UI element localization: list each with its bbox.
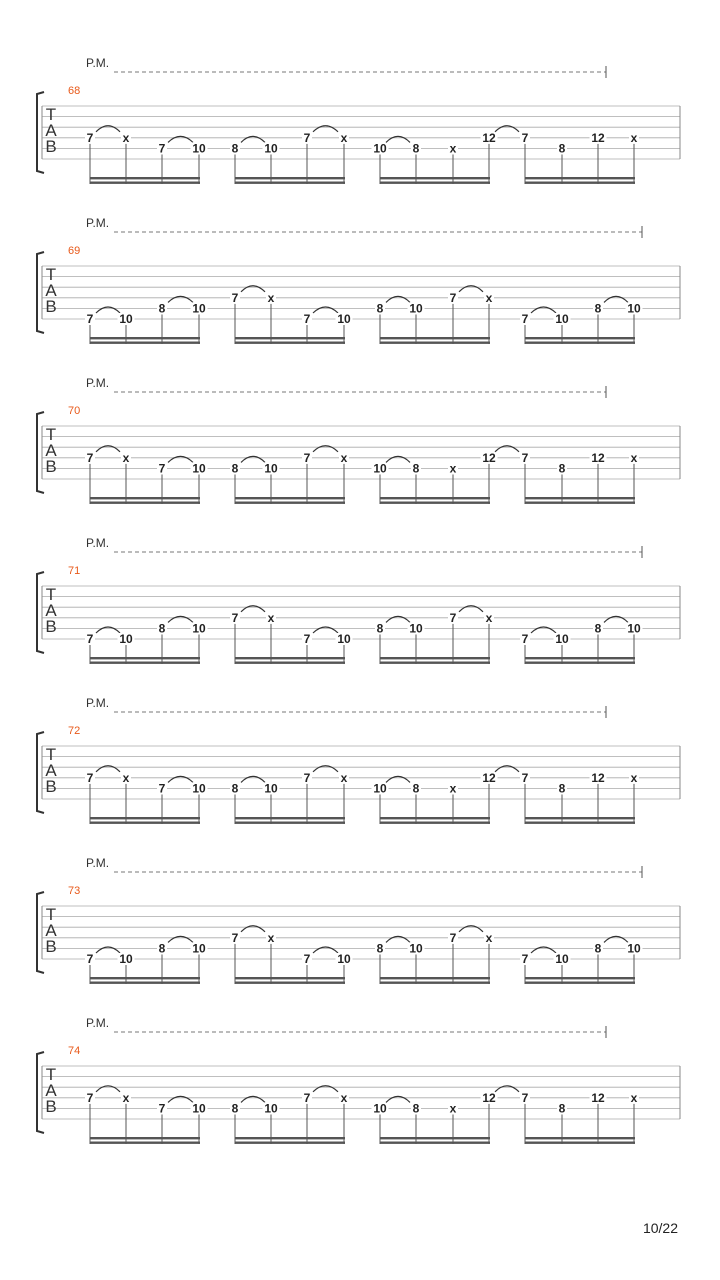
- tie-arc: [386, 776, 410, 782]
- tie-arc: [495, 766, 519, 772]
- palm-mute-label: P.M.: [86, 56, 110, 70]
- system-bracket: [37, 412, 44, 493]
- fret-number: 10: [337, 952, 351, 966]
- tie-arc: [241, 926, 265, 932]
- fret-number: 10: [555, 632, 569, 646]
- tie-arc: [168, 616, 193, 622]
- fret-number: 7: [158, 781, 166, 796]
- fret-number: x: [630, 1090, 638, 1105]
- fret-number: 8: [231, 781, 239, 796]
- fret-number: 7: [521, 770, 529, 785]
- fret-number: 7: [303, 770, 311, 785]
- fret-number: 8: [558, 1101, 566, 1116]
- beam-primary: [525, 497, 635, 499]
- fret-number: 10: [192, 461, 206, 476]
- beam-primary: [525, 977, 635, 979]
- fret-number: 8: [376, 941, 384, 956]
- tab-clef-letter: T: [45, 585, 57, 604]
- fret-number: 7: [303, 450, 311, 465]
- tab-clef-letter: T: [45, 745, 57, 764]
- tie-arc: [459, 926, 483, 932]
- fret-number: x: [340, 1090, 348, 1105]
- tab-system: [37, 56, 680, 184]
- tab-clef-letter: B: [45, 457, 57, 476]
- beam-primary: [380, 497, 490, 499]
- fret-number: 10: [192, 1101, 206, 1116]
- fret-number: 8: [594, 621, 602, 636]
- beam-primary: [90, 177, 200, 179]
- beam-primary: [380, 1137, 490, 1139]
- tie-arc: [495, 446, 519, 452]
- fret-number: 8: [231, 1101, 239, 1116]
- fret-number: 8: [158, 621, 166, 636]
- measure-number: 74: [68, 1045, 81, 1057]
- fret-number: 12: [482, 770, 496, 785]
- tab-system: [37, 696, 680, 824]
- fret-number: x: [449, 781, 457, 796]
- beam-primary: [235, 1137, 345, 1139]
- tie-arc: [386, 136, 410, 142]
- beam-primary: [90, 657, 200, 659]
- tie-arc: [96, 446, 120, 452]
- fret-number: x: [267, 610, 275, 625]
- fret-number: 10: [409, 621, 423, 636]
- measure-number: 71: [68, 565, 81, 577]
- fret-number: 8: [558, 781, 566, 796]
- fret-number: 7: [303, 1090, 311, 1105]
- beam-secondary: [525, 502, 635, 504]
- beam-primary: [525, 1137, 635, 1139]
- fret-number: 12: [482, 450, 496, 465]
- beam-primary: [235, 497, 345, 499]
- fret-number: x: [630, 130, 638, 145]
- fret-number: 7: [303, 952, 311, 966]
- fret-number: 7: [158, 1101, 166, 1116]
- tab-clef-letter: A: [45, 921, 57, 940]
- beam-primary: [235, 817, 345, 819]
- beam-primary: [90, 1137, 200, 1139]
- system-bracket: [37, 572, 44, 653]
- beam-secondary: [235, 982, 345, 984]
- tie-arc: [96, 947, 120, 953]
- beam-primary: [525, 177, 635, 179]
- fret-number: 10: [192, 941, 206, 956]
- palm-mute-label: P.M.: [86, 376, 110, 390]
- fret-number: 7: [158, 141, 166, 156]
- beam-secondary: [525, 182, 635, 184]
- fret-number: 10: [119, 632, 133, 646]
- fret-number: 8: [412, 1101, 420, 1116]
- tab-clef-letter: B: [45, 297, 57, 316]
- fret-number: 7: [86, 312, 94, 326]
- tab-clef-letter: A: [45, 1081, 57, 1100]
- tie-arc: [168, 1096, 193, 1102]
- tab-clef-letter: A: [45, 761, 57, 780]
- tie-arc: [386, 296, 410, 302]
- tie-arc: [96, 1086, 120, 1092]
- measure-number: 68: [68, 85, 81, 97]
- fret-number: x: [340, 130, 348, 145]
- beam-primary: [525, 817, 635, 819]
- tie-arc: [604, 296, 628, 302]
- palm-mute-label: P.M.: [86, 1016, 110, 1030]
- beam-secondary: [235, 342, 345, 344]
- tie-arc: [168, 296, 193, 302]
- tie-arc: [604, 936, 628, 942]
- tab-system: [37, 856, 680, 984]
- tab-clef-letter: T: [45, 425, 57, 444]
- tie-arc: [531, 307, 556, 313]
- tie-arc: [241, 606, 265, 612]
- tie-arc: [495, 1086, 519, 1092]
- fret-number: 10: [555, 312, 569, 326]
- system-bracket: [37, 732, 44, 813]
- tie-arc: [241, 1096, 265, 1102]
- fret-number: 10: [264, 1101, 278, 1116]
- tie-arc: [495, 126, 519, 132]
- fret-number: x: [630, 770, 638, 785]
- measure-number: 70: [68, 405, 81, 417]
- beam-secondary: [235, 182, 345, 184]
- beam-secondary: [525, 1142, 635, 1144]
- tie-arc: [313, 446, 338, 452]
- tab-clef-letter: T: [45, 905, 57, 924]
- fret-number: 12: [591, 130, 605, 145]
- beam-primary: [380, 337, 490, 339]
- fret-number: 7: [158, 461, 166, 476]
- fret-number: 10: [119, 952, 133, 966]
- fret-number: 10: [373, 461, 387, 476]
- beam-secondary: [90, 982, 200, 984]
- fret-number: x: [485, 930, 493, 945]
- fret-number: x: [122, 770, 130, 785]
- fret-number: 8: [412, 781, 420, 796]
- tie-arc: [96, 766, 120, 772]
- fret-number: 10: [373, 1101, 387, 1116]
- tie-arc: [241, 456, 265, 462]
- system-bracket: [37, 892, 44, 973]
- fret-number: 10: [337, 632, 351, 646]
- palm-mute-label: P.M.: [86, 696, 110, 710]
- tab-system: [37, 536, 680, 664]
- tab-clef-letter: A: [45, 121, 57, 140]
- fret-number: 8: [231, 141, 239, 156]
- fret-number: 10: [627, 621, 641, 636]
- fret-number: x: [449, 461, 457, 476]
- tie-arc: [168, 936, 193, 942]
- beam-primary: [235, 177, 345, 179]
- beam-primary: [90, 817, 200, 819]
- tie-arc: [531, 947, 556, 953]
- tab-clef-letter: B: [45, 937, 57, 956]
- tie-arc: [313, 126, 338, 132]
- fret-number: 10: [192, 141, 206, 156]
- tie-arc: [168, 136, 193, 142]
- measure-number: 72: [68, 725, 81, 737]
- fret-number: 7: [86, 1090, 94, 1105]
- tie-arc: [313, 947, 338, 953]
- fret-number: 7: [231, 930, 239, 945]
- fret-number: 7: [521, 632, 529, 646]
- fret-number: 8: [594, 941, 602, 956]
- fret-number: x: [485, 290, 493, 305]
- fret-number: 10: [627, 941, 641, 956]
- tab-system: [37, 376, 680, 504]
- tab-clef-letter: T: [45, 265, 57, 284]
- beam-secondary: [380, 982, 490, 984]
- tie-arc: [313, 307, 338, 313]
- palm-mute-label: P.M.: [86, 536, 110, 550]
- fret-number: 10: [264, 461, 278, 476]
- tie-arc: [386, 456, 410, 462]
- beam-secondary: [235, 822, 345, 824]
- beam-secondary: [525, 822, 635, 824]
- fret-number: 10: [555, 952, 569, 966]
- beam-primary: [90, 497, 200, 499]
- tie-arc: [386, 616, 410, 622]
- tie-arc: [313, 1086, 338, 1092]
- beam-primary: [90, 337, 200, 339]
- beam-secondary: [380, 342, 490, 344]
- beam-primary: [525, 337, 635, 339]
- fret-number: x: [122, 130, 130, 145]
- tie-arc: [386, 1096, 410, 1102]
- fret-number: 7: [303, 312, 311, 326]
- tie-arc: [241, 136, 265, 142]
- fret-number: 12: [482, 1090, 496, 1105]
- fret-number: 10: [264, 781, 278, 796]
- fret-number: 7: [521, 952, 529, 966]
- fret-number: 10: [119, 312, 133, 326]
- fret-number: 10: [627, 301, 641, 316]
- fret-number: 12: [591, 1090, 605, 1105]
- fret-number: 10: [264, 141, 278, 156]
- tie-arc: [96, 126, 120, 132]
- beam-secondary: [90, 822, 200, 824]
- tab-clef-letter: B: [45, 137, 57, 156]
- beam-secondary: [380, 502, 490, 504]
- beam-secondary: [235, 502, 345, 504]
- tie-arc: [459, 286, 483, 292]
- fret-number: x: [630, 450, 638, 465]
- tab-clef-letter: B: [45, 1097, 57, 1116]
- fret-number: x: [340, 450, 348, 465]
- system-bracket: [37, 1052, 44, 1133]
- fret-number: 7: [521, 312, 529, 326]
- fret-number: 7: [449, 610, 457, 625]
- beam-secondary: [380, 1142, 490, 1144]
- beam-secondary: [90, 1142, 200, 1144]
- fret-number: 8: [412, 141, 420, 156]
- tab-clef-letter: T: [45, 105, 57, 124]
- fret-number: 8: [158, 941, 166, 956]
- beam-primary: [235, 977, 345, 979]
- fret-number: 7: [521, 450, 529, 465]
- beam-primary: [380, 977, 490, 979]
- beam-secondary: [90, 182, 200, 184]
- fret-number: 7: [303, 130, 311, 145]
- palm-mute-label: P.M.: [86, 856, 110, 870]
- beam-secondary: [380, 182, 490, 184]
- beam-secondary: [380, 822, 490, 824]
- fret-number: 7: [86, 770, 94, 785]
- fret-number: x: [449, 141, 457, 156]
- fret-number: x: [122, 1090, 130, 1105]
- tie-arc: [604, 616, 628, 622]
- beam-primary: [235, 657, 345, 659]
- fret-number: 10: [373, 781, 387, 796]
- tab-system: [37, 1016, 680, 1144]
- fret-number: x: [485, 610, 493, 625]
- fret-number: 7: [449, 930, 457, 945]
- fret-number: 12: [482, 130, 496, 145]
- fret-number: x: [340, 770, 348, 785]
- fret-number: 7: [231, 290, 239, 305]
- fret-number: 8: [558, 461, 566, 476]
- fret-number: 7: [86, 952, 94, 966]
- fret-number: 7: [86, 450, 94, 465]
- tie-arc: [168, 456, 193, 462]
- beam-secondary: [90, 342, 200, 344]
- measure-number: 73: [68, 885, 81, 897]
- fret-number: x: [122, 450, 130, 465]
- tab-clef-letter: A: [45, 281, 57, 300]
- tie-arc: [96, 307, 120, 313]
- fret-number: x: [267, 930, 275, 945]
- beam-primary: [525, 657, 635, 659]
- tab-clef-letter: B: [45, 777, 57, 796]
- beam-secondary: [235, 662, 345, 664]
- fret-number: 8: [376, 621, 384, 636]
- tie-arc: [531, 627, 556, 633]
- fret-number: 8: [558, 141, 566, 156]
- tie-arc: [313, 766, 338, 772]
- fret-number: 12: [591, 770, 605, 785]
- page-number: 10/22: [642, 1220, 678, 1236]
- beam-secondary: [90, 502, 200, 504]
- fret-number: 10: [192, 781, 206, 796]
- tie-arc: [313, 627, 338, 633]
- fret-number: 8: [376, 301, 384, 316]
- beam-primary: [380, 817, 490, 819]
- system-bracket: [37, 252, 44, 333]
- tab-clef-letter: A: [45, 441, 57, 460]
- fret-number: 10: [373, 141, 387, 156]
- tab-clef-letter: B: [45, 617, 57, 636]
- fret-number: 10: [192, 301, 206, 316]
- fret-number: x: [267, 290, 275, 305]
- fret-number: 10: [409, 301, 423, 316]
- tie-arc: [386, 936, 410, 942]
- fret-number: 7: [86, 632, 94, 646]
- beam-secondary: [525, 982, 635, 984]
- fret-number: 7: [231, 610, 239, 625]
- measure-number: 69: [68, 245, 81, 257]
- tab-clef-letter: T: [45, 1065, 57, 1084]
- fret-number: 8: [594, 301, 602, 316]
- beam-secondary: [525, 342, 635, 344]
- beam-secondary: [90, 662, 200, 664]
- fret-number: 8: [158, 301, 166, 316]
- fret-number: x: [449, 1101, 457, 1116]
- beam-primary: [90, 977, 200, 979]
- fret-number: 7: [86, 130, 94, 145]
- fret-number: 12: [591, 450, 605, 465]
- fret-number: 10: [409, 941, 423, 956]
- tie-arc: [241, 286, 265, 292]
- fret-number: 8: [231, 461, 239, 476]
- fret-number: 7: [521, 1090, 529, 1105]
- tie-arc: [459, 606, 483, 612]
- tie-arc: [96, 627, 120, 633]
- fret-number: 7: [303, 632, 311, 646]
- beam-secondary: [380, 662, 490, 664]
- fret-number: 10: [337, 312, 351, 326]
- tab-system: [37, 216, 680, 344]
- system-bracket: [37, 92, 44, 173]
- beam-primary: [380, 657, 490, 659]
- fret-number: 7: [521, 130, 529, 145]
- tab-clef-letter: A: [45, 601, 57, 620]
- tie-arc: [168, 776, 193, 782]
- fret-number: 8: [412, 461, 420, 476]
- palm-mute-label: P.M.: [86, 216, 110, 230]
- beam-secondary: [525, 662, 635, 664]
- tie-arc: [241, 776, 265, 782]
- fret-number: 7: [449, 290, 457, 305]
- beam-primary: [235, 337, 345, 339]
- fret-number: 10: [192, 621, 206, 636]
- beam-primary: [380, 177, 490, 179]
- beam-secondary: [235, 1142, 345, 1144]
